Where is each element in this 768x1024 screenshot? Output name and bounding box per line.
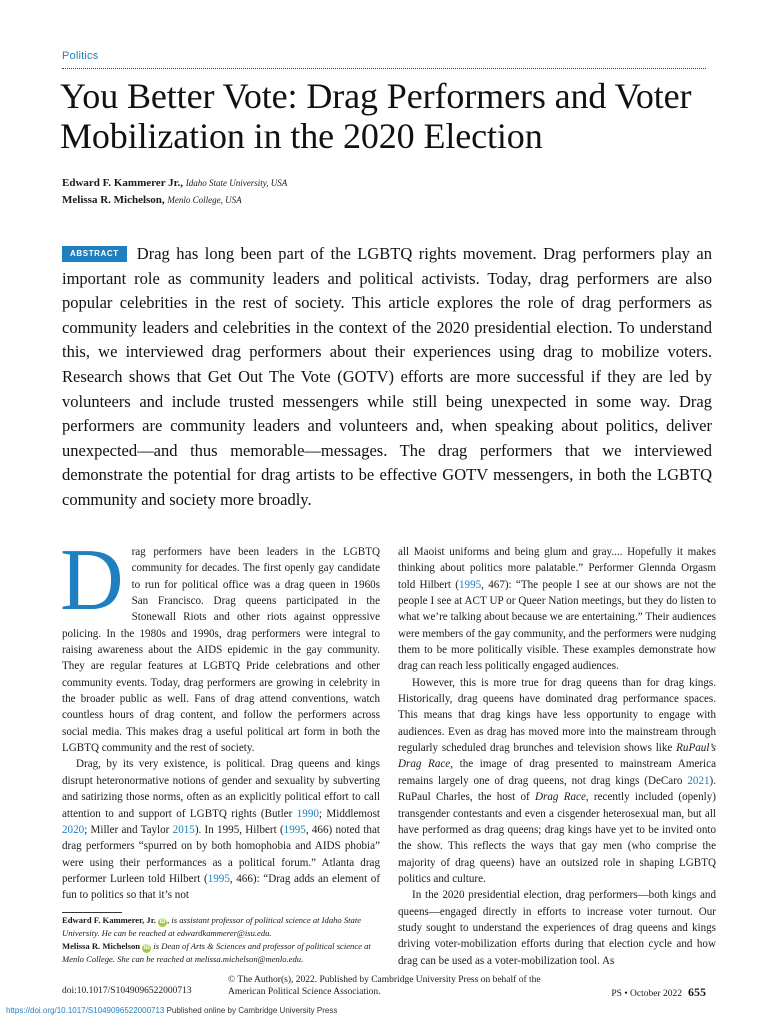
citation-link[interactable]: 1990 <box>296 807 319 820</box>
body-paragraph <box>62 756 380 903</box>
body-paragraph <box>60 532 380 756</box>
abstract-text: Drag has long been part of the LGBTQ rights movement. Drag performers play an important role as community leaders and political activists. Today, drag performers are also popular celebrities in the rest of society. This article explores the role of drag performers as community leaders and celebrities in the context of the 2020 presidential election. To understand this, we interviewed drag performers about their experiences using drag to mobilize voters. Research shows that Get Out The Vote (GOTV) efforts are more successful if they are led by volunteers and include trusted messengers while still being unexpected in some way. Drag performers are community leaders and volunteers and, when speaking about politics, deliver unexpected—and thus memorable—messages. The drag performers that we interviewed demonstrate the potential for drag artists to be effective GOTV messengers, in both the LGBTQ community and society more broadly. <box>62 244 712 509</box>
body-paragraph <box>398 675 716 887</box>
doi-url-link[interactable]: https://doi.org/10.1017/S1049096522000713 <box>6 1006 165 1015</box>
text-run: In the 2020 presidential election, drag performers—both kings and queens—engaged directly in efforts to increase voter turnout. Our study sought to understand the experiences of drag queens and kings driving voter-mobilization efforts during that election cycle and how drag can be used as a voter-mobilization tool. As <box>398 889 716 967</box>
text-run: , 466): “Drag adds an element of fun to politics so that it’s not <box>62 872 381 902</box>
text-run: , 466) noted that drag performers “spurred on by both homophobia and AIDS phobia” were using their performances as a political forum.” Atlanta drag performer Lurleen told Hilbert ( <box>62 823 380 885</box>
page-number: 655 <box>688 985 706 999</box>
text-run: However, this is more true for drag queens than for drag kings. Historically, drag queens have dominated drag performance spaces. This means that drag kings have less opportunity to engage with audiences. Even as drag has moved more into the mainstream through regularly scheduled drag brunches and television shows like <box>398 676 716 755</box>
orcid-icon[interactable]: iD <box>159 919 166 925</box>
journal-issue: PS • October 2022 <box>611 989 682 999</box>
section-label[interactable]: Politics <box>62 50 99 62</box>
citation-link[interactable]: 2021 <box>687 774 710 787</box>
author-2 <box>62 193 242 207</box>
text-run: ). RuPaul Charles, the host of <box>398 774 716 804</box>
footnote-author-2 <box>62 940 382 965</box>
citation-link[interactable]: 2020 <box>62 823 85 836</box>
drop-cap: D <box>60 532 124 629</box>
author-2-affiliation: Menlo College, USA <box>167 195 242 205</box>
published-online-note: Published online by Cambridge University Press <box>166 1006 338 1015</box>
citation-link[interactable]: 1995 <box>283 823 306 836</box>
footnote-name: Edward F. Kammerer, Jr. <box>62 915 156 925</box>
download-banner <box>0 1006 768 1015</box>
italic-title: Drag Race <box>535 791 586 804</box>
footnote-author-1: Edward F. Kammerer, Jr. iD , is assistant professor of political science at Idaho State University. He can be reached at edwardkammerer@isu.edu. <box>62 915 362 938</box>
article-title: You Better Vote: Drag Performers and Voter Mobilization in the 2020 Election <box>60 76 692 156</box>
text-run: rag performers have been leaders in the LGBTQ community for decades. The first openly gay candidate to run for political office was a drag queen in 1960s San Francisco. Drag queens participated in the Stonewall Riots and other riots against oppressive policing. In the 1980s and 1990s, drag performers were integral to raising awareness about the AIDS epidemic in the gay community. They are regular features at LGBTQ Pride celebrations and other community events. Today, drag performers are growing in celebrity in the broader public as well. Fans of drag attend conventions, watch countless hours of drag content, and follow the performers across social media. This makes drag a useful political art form in both the LGBTQ community and the rest of society. <box>62 546 380 755</box>
orcid-icon[interactable]: iD <box>143 945 150 951</box>
body-column-left <box>60 532 381 904</box>
footnote-text: is Dean of Arts & Sciences and professor of political science at Menlo College. She can be reached at melissa.michelson@menlo.edu. <box>62 941 371 964</box>
citation-link[interactable]: 1995 <box>458 578 482 591</box>
body-paragraph <box>398 887 716 969</box>
footnote-text: is assistant professor of political science at Idaho State University. He can be reached at edwardkammerer@isu.edu. <box>62 915 362 938</box>
citation-link[interactable]: 1995 <box>207 872 230 885</box>
author-2-name: Melissa R. Michelson, <box>62 194 165 206</box>
abstract <box>62 242 712 513</box>
text-run: all Maoist uniforms and being glum and gray.... Hopefully it makes thinking about politics more palatable.” Performer Glennda Orgasm told Hilbert ( <box>398 546 716 591</box>
author-1-affiliation: Idaho State University, USA <box>185 178 288 188</box>
text-run: ; Miller and Taylor <box>84 823 173 836</box>
text-run: , recently included (openly) transgender contestants and even a cisgender heterosexual man, but all have performed as drag queens; drag kings have yet to be invited onto the show. This reflects the ways that gay men (who comprise the majority of drag queens) have an outsized role in shaping LGBTQ politics and culture. <box>398 791 716 885</box>
text-run: Drag, by its very existence, is political. Drag queens and kings disrupt heteronormative notions of gender and sexuality by subverting and satirizing those norms, often as an explicitly political effort to call attention to and support of LGBTQ rights (Butler <box>62 758 380 820</box>
text-run: , the image of drag presented to mainstream America remains largely one of drag queens, not drag kings (DeCaro <box>398 758 716 787</box>
footnote-divider <box>62 912 122 913</box>
italic-title: RuPaul’s Drag Race <box>398 742 716 771</box>
author-1 <box>62 176 287 190</box>
text-run: ). In 1995, Hilbert ( <box>194 823 284 836</box>
section-divider <box>62 68 706 69</box>
text-run: , 467): “The people I see at our shows are not the people I see at ACT UP or Queer Nation meetings, but they do listen to what we’re talking about because we are entertaining.” Their audiences were members of the gay community, and the performers were nudging them to be more politically visible. These examples demonstrate how drag can reach less politically engaged audiences. <box>398 578 716 673</box>
copyright-notice: © The Author(s), 2022. Published by Cambridge University Press on behalf of the American Political Science Association. <box>228 975 541 997</box>
body-paragraph <box>398 544 716 675</box>
abstract-badge: ABSTRACT <box>62 246 127 262</box>
citation-link[interactable]: 2015 <box>172 823 195 836</box>
page-footer <box>611 985 706 1000</box>
author-1-name: Edward F. Kammerer Jr., <box>62 177 183 189</box>
footnote-name: Melissa R. Michelson <box>62 941 141 951</box>
body-column-right <box>398 544 716 969</box>
text-run: ; Middlemost <box>318 807 380 820</box>
doi-label[interactable]: doi:10.1017/S1049096522000713 <box>62 986 192 996</box>
